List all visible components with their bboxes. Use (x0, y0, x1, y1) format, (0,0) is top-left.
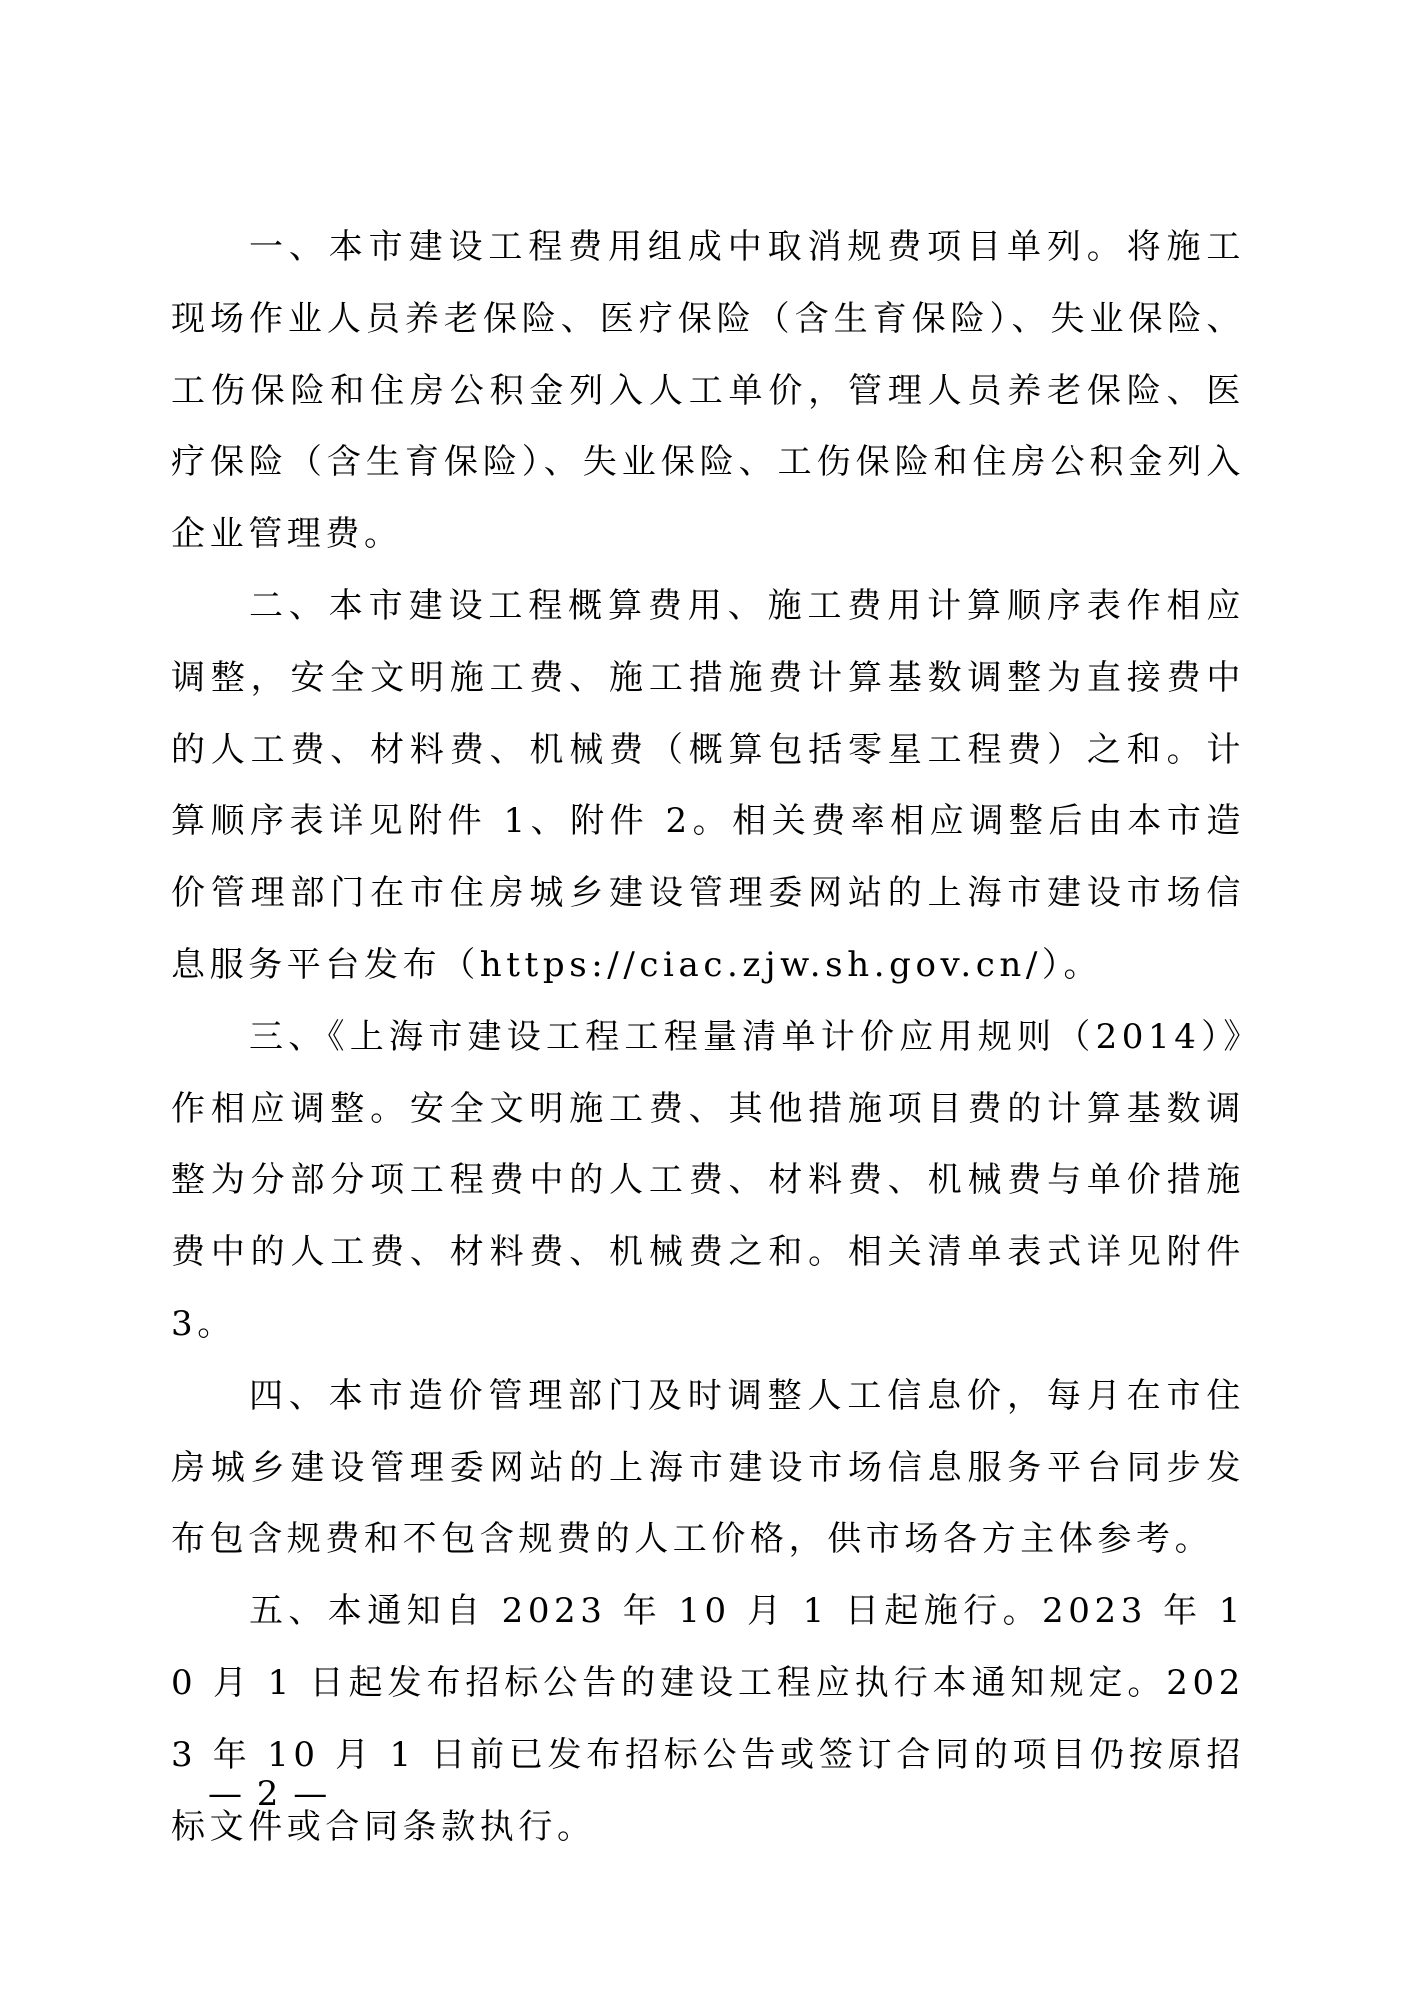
paragraph-4: 四、本市造价管理部门及时调整人工信息价，每月在市住房城乡建设管理委网站的上海市建设市场信息服务平台同步发布包含规费和不包含规费的人工价格，供市场各方主体参考。 (171, 1375, 1245, 1560)
document-body (171, 212, 1245, 1863)
paragraph-1: 一、本市建设工程费用组成中取消规费项目单列。将施工现场作业人员养老保险、医疗保险（含生育保险）、失业保险、工伤保险和住房公积金列入人工单价，管理人员养老保险、医疗保险（含生育保险）、失业保险、工伤保险和住房公积金列入企业管理费。 (171, 227, 1245, 555)
paragraph-2: 二、本市建设工程概算费用、施工费用计算顺序表作相应调整，安全文明施工费、施工措施费计算基数调整为直接费中的人工费、材料费、机械费（概算包括零星工程费）之和。计算顺序表详见附件 1、附件 2。相关费率相应调整后由本市造价管理部门在市住房城乡建设管理委网站的上海市建设市场信息服务平台发布（https://ciac.zjw.sh.gov.cn/）。 (171, 585, 1245, 985)
paragraph-3: 三、《上海市建设工程工程量清单计价应用规则（2014）》作相应调整。安全文明施工费、其他措施项目费的计算基数调整为分部分项工程费中的人工费、材料费、机械费与单价措施费中的人工费、材料费、机械费之和。相关清单表式详见附件 3。 (171, 1016, 1245, 1344)
paragraph-5: 五、本通知自 2023 年 10 月 1 日起施行。2023 年 10 月 1 日起发布招标公告的建设工程应执行本通知规定。2023 年 10 月 1 日前已发布招标公告或签订合同的项目仍按原招标文件或合同条款执行。 (171, 1591, 1245, 1847)
page-number: — 2 — (208, 1774, 330, 1814)
